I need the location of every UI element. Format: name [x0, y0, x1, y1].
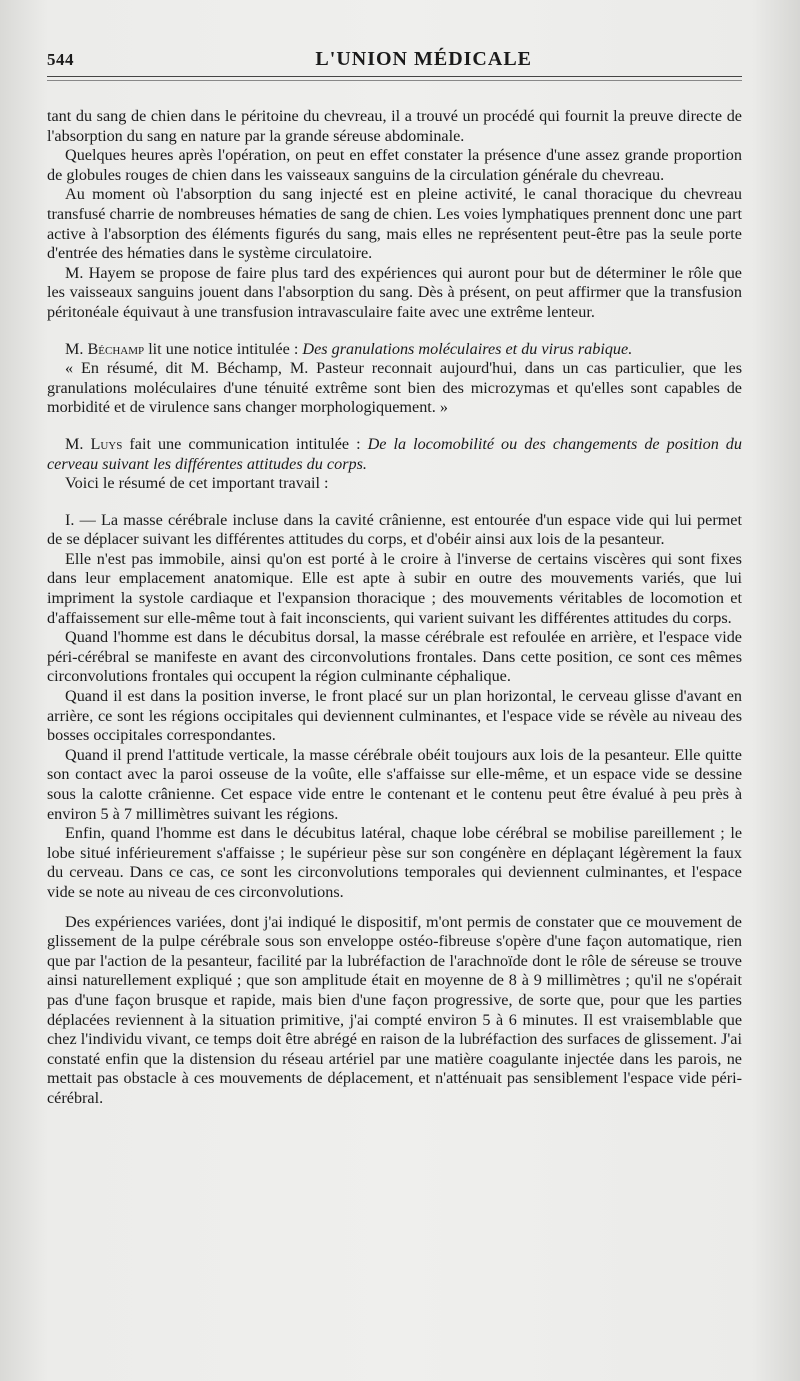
paragraph [47, 687, 742, 746]
page-header [47, 48, 742, 77]
paragraph-luys [47, 435, 742, 474]
paragraph-text: Enfin, quand l'homme est dans le décubitus latéral, chaque lobe cérébral se mobilise pareillement ; le lobe situé inférieurement s'affaisse ; le supérieur pèse sur son congénère en déplaçant légèrement la faux du cerveau. Dans ce cas, ce sont les circonvolutions temporales qui deviennent culminantes, et l'espace vide se note au niveau de ces circonvolutions. [47, 824, 742, 901]
paragraph [47, 359, 742, 418]
paragraph-text: Au moment où l'absorption du sang injecté est en pleine activité, le canal thoracique du chevreau transfusé charrie de nombreuses hématies de sang de chien. Les voies lymphatiques prennent donc une part active à l'absorption des éléments figurés du sang, mais elles ne représentent peut-être pas la seule porte d'entrée des hématies dans le système circulatoire. [47, 185, 742, 263]
paragraph [47, 746, 742, 824]
paragraph-section-one [47, 511, 742, 550]
paragraph [47, 107, 742, 146]
running-title: L'UNION MÉDICALE [315, 48, 532, 70]
paragraph-lead: M. [65, 434, 91, 453]
paragraph-lead: M. [65, 339, 88, 358]
body-text [47, 107, 742, 1109]
paragraph [47, 913, 742, 1109]
paragraph-text: « En résumé, dit M. Béchamp, M. Pasteur reconnait aujourd'hui, dans un cas particulier, que les granulations moléculaires d'une ténuité extrême sont bien des microzymas et qu'elles sont capables de morbidité et de virulence sans changer morphologiquement. » [47, 359, 742, 417]
paragraph-text: Quelques heures après l'opération, on peut en effet constater la présence d'une assez grande proportion de globules rouges de chien dans les vaisseaux sanguins de la circulation générale du chevreau. [47, 146, 742, 184]
paragraph [47, 264, 742, 323]
paragraph-text: M. Hayem se propose de faire plus tard des expériences qui auront pour but de déterminer le rôle que les vaisseaux sanguins jouent dans l'absorption du sang. Dès à présent, on peut affirmer que la transfusion péritonéale équivaut à une transfusion intravasculaire faite avec une extrême lenteur. [47, 263, 742, 321]
paragraph-text: tant du sang de chien dans le péritoine du chevreau, il a trouvé un procédé qui fournit la preuve directe de l'absorption du sang en nature par la grande séreuse abdominale. [47, 107, 742, 145]
paragraph [47, 474, 742, 494]
paragraph-text: Quand il est dans la position inverse, le front placé sur un plan horizontal, le cerveau glisse d'avant en arrière, ce sont les régions occipitales qui deviennent culminantes, et l'espace vide se révèle au niveau des bosses occipitales correspondantes. [47, 687, 742, 745]
notice-title: Des granulations moléculaires et du virus rabique. [302, 339, 633, 358]
paragraph-text: Quand il prend l'attitude verticale, la masse cérébrale obéit toujours aux lois de la pesanteur. Elle quitte son contact avec la paroi osseuse de la voûte, elle s'affaisse sur elle-même, et un espace vide se dessine sous la calotte crânienne. Cet espace vide entre le contenant et le contenu peut être évalué à peu près à environ 5 à 7 millimètres suivant les régions. [47, 745, 742, 823]
paragraph-text: Des expériences variées, dont j'ai indiqué le dispositif, m'ont permis de constater que ce mouvement de glissement de la pulpe cérébrale sous son enveloppe ostéo-fibreuse s'opère d'une façon automatique, rien que par l'action de la pesanteur, facilité par la lubréfaction de l'arachnoïde dont le rôle de séreuse se trouve ainsi naturellement expliqué ; que son amplitude était en moyenne de 8 à 9 millimètres ; qu'il ne s'opérait pas d'une façon brusque et rapide, mais bien d'une façon progressive, de sorte que, pour que les parties déplacées reviennent à la situation primitive, j'ai compté environ 5 à 6 minutes. Il est vraisemblable que chez l'individu vivant, ce temps doit être abrégé en raison de la lubréfaction des surfaces de glissement. J'ai constaté enfin que la distension du réseau artériel par une matière coagulante injectée dans les parois, ne mettait pas obstacle à ces mouvements de déplacement, et n'atténuait pas sensiblement l'espace vide péri-cérébral. [47, 912, 742, 1107]
paragraph-text: Quand l'homme est dans le décubitus dorsal, la masse cérébrale est refoulée en arrière, et l'espace vide péri-cérébral se manifeste en avant des circonvolutions frontales. Dans cette position, ce sont ces mêmes circonvolutions frontales qui occupent la région culminante céphalique. [47, 628, 742, 686]
paragraph [47, 628, 742, 687]
paragraph-text: Elle n'est pas immobile, ainsi qu'on est porté à le croire à l'inverse de certains viscères qui sont fixes dans leur emplacement anatomique. Elle est apte à subir en outre des mouvements variés, que lui impriment la systole cardiaque et l'expansion thoracique ; des mouvements véritables de locomotion et d'affaissement sur elle-même tout à fait inconscients, qui varient suivant les différentes attitudes du corps. [47, 549, 742, 627]
page-number: 544 [47, 50, 74, 69]
paragraph-text: I. — La masse cérébrale incluse dans la cavité crânienne, est entourée d'un espace vide qui lui permet de se déplacer suivant les différentes attitudes du corps, et d'obéir ainsi aux lois de la pesanteur. [47, 510, 742, 549]
speaker-name: Luys [90, 434, 123, 453]
paragraph-text: Voici le résumé de cet important travail : [65, 474, 329, 493]
paragraph [47, 185, 742, 263]
paragraph [47, 550, 742, 628]
paragraph-text: fait une communication intitulée : [122, 434, 368, 453]
paragraph [47, 824, 742, 902]
communication-title: De la locomobilité ou des changements de position du cerveau suivant les différentes attitudes du corps. [47, 434, 742, 473]
speaker-name: Béchamp [87, 339, 145, 358]
paragraph [47, 146, 742, 185]
paragraph-bechamp [47, 340, 742, 360]
paragraph-text: lit une notice intitulée : [144, 339, 303, 358]
